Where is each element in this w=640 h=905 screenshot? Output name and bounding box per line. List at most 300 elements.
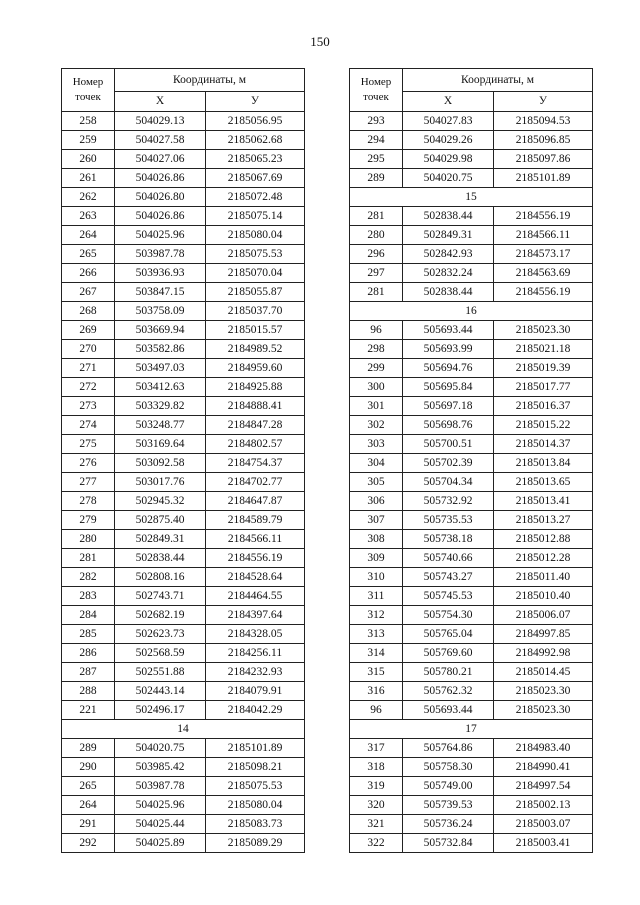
y-coordinate-cell: 2185080.04 — [206, 226, 305, 245]
y-coordinate-cell: 2184256.11 — [206, 644, 305, 663]
table-row — [350, 283, 593, 302]
y-column-header: У — [206, 91, 305, 111]
x-coordinate-cell: 502849.31 — [115, 530, 206, 549]
point-number-cell: 267 — [62, 283, 115, 302]
table-row — [62, 321, 305, 340]
point-number-cell: 291 — [62, 815, 115, 834]
x-coordinate-cell: 502623.73 — [115, 625, 206, 644]
x-coordinate-cell: 502842.93 — [403, 245, 494, 264]
point-number-cell: 286 — [62, 644, 115, 663]
table-row — [62, 473, 305, 492]
x-coordinate-cell: 504025.44 — [115, 815, 206, 834]
y-coordinate-cell: 2185075.53 — [206, 245, 305, 264]
table-row — [350, 549, 593, 568]
y-coordinate-cell: 2185096.85 — [494, 131, 593, 150]
x-coordinate-cell: 503987.78 — [115, 777, 206, 796]
y-coordinate-cell: 2185075.53 — [206, 777, 305, 796]
table-row — [62, 378, 305, 397]
y-coordinate-cell: 2185062.68 — [206, 131, 305, 150]
point-number-cell: 282 — [62, 568, 115, 587]
point-number-cell: 273 — [62, 397, 115, 416]
x-coordinate-cell: 503847.15 — [115, 283, 206, 302]
table-row — [62, 606, 305, 625]
x-coordinate-cell: 505702.39 — [403, 454, 494, 473]
y-coordinate-cell: 2184464.55 — [206, 587, 305, 606]
x-coordinate-cell: 505749.00 — [403, 777, 494, 796]
table-row — [62, 340, 305, 359]
y-coordinate-cell: 2184079.91 — [206, 682, 305, 701]
y-coordinate-cell: 2184802.57 — [206, 435, 305, 454]
y-coordinate-cell: 2184702.77 — [206, 473, 305, 492]
x-coordinate-cell: 503248.77 — [115, 416, 206, 435]
y-coordinate-cell: 2185056.95 — [206, 112, 305, 131]
point-number-cell: 307 — [350, 511, 403, 530]
x-coordinate-cell: 502496.17 — [115, 701, 206, 720]
table-row — [62, 625, 305, 644]
x-coordinate-cell: 505738.18 — [403, 530, 494, 549]
x-coordinate-cell: 505740.66 — [403, 549, 494, 568]
x-coordinate-cell: 505765.04 — [403, 625, 494, 644]
section-number: 14 — [62, 720, 305, 739]
x-coordinate-cell: 505762.32 — [403, 682, 494, 701]
table-row — [62, 131, 305, 150]
point-number-cell: 260 — [62, 150, 115, 169]
point-number-cell: 280 — [350, 226, 403, 245]
point-number-cell: 280 — [62, 530, 115, 549]
point-number-cell: 292 — [62, 834, 115, 853]
table-row — [350, 340, 593, 359]
y-coordinate-cell: 2185065.23 — [206, 150, 305, 169]
coordinates-table-right — [349, 68, 593, 853]
y-coordinate-cell: 2185012.88 — [494, 530, 593, 549]
point-number-cell: 299 — [350, 359, 403, 378]
x-coordinate-cell: 502551.88 — [115, 663, 206, 682]
point-number-cell: 317 — [350, 739, 403, 758]
table-row — [350, 150, 593, 169]
table-row — [350, 321, 593, 340]
x-coordinate-cell: 504020.75 — [403, 169, 494, 188]
table-row — [350, 511, 593, 530]
table-row — [62, 530, 305, 549]
y-coordinate-cell: 2185015.57 — [206, 321, 305, 340]
y-coordinate-cell: 2185019.39 — [494, 359, 593, 378]
y-coordinate-cell: 2185055.87 — [206, 283, 305, 302]
point-number-cell: 221 — [62, 701, 115, 720]
point-number-cell: 277 — [62, 473, 115, 492]
table-row — [350, 492, 593, 511]
x-coordinate-cell: 504026.80 — [115, 188, 206, 207]
section-number: 16 — [350, 302, 593, 321]
y-coordinate-cell: 2185014.45 — [494, 663, 593, 682]
x-coordinate-cell: 503758.09 — [115, 302, 206, 321]
y-coordinate-cell: 2185013.41 — [494, 492, 593, 511]
table-row — [62, 777, 305, 796]
y-coordinate-cell: 2184647.87 — [206, 492, 305, 511]
point-number-cell: 279 — [62, 511, 115, 530]
point-number-cell: 287 — [62, 663, 115, 682]
y-coordinate-cell: 2185010.40 — [494, 587, 593, 606]
point-number-cell: 319 — [350, 777, 403, 796]
point-number-cell: 304 — [350, 454, 403, 473]
y-coordinate-cell: 2184042.29 — [206, 701, 305, 720]
y-coordinate-cell: 2184992.98 — [494, 644, 593, 663]
y-coordinate-cell: 2185002.13 — [494, 796, 593, 815]
y-coordinate-cell: 2185070.04 — [206, 264, 305, 283]
point-number-cell: 270 — [62, 340, 115, 359]
point-number-cell: 300 — [350, 378, 403, 397]
x-coordinate-cell: 505700.51 — [403, 435, 494, 454]
point-number-cell: 321 — [350, 815, 403, 834]
table-row — [350, 682, 593, 701]
table-row — [350, 815, 593, 834]
x-coordinate-cell: 502682.19 — [115, 606, 206, 625]
y-coordinate-cell: 2185101.89 — [494, 169, 593, 188]
table-row — [62, 207, 305, 226]
point-number-cell: 259 — [62, 131, 115, 150]
point-number-cell: 283 — [62, 587, 115, 606]
table-row — [350, 739, 593, 758]
y-coordinate-cell: 2185083.73 — [206, 815, 305, 834]
y-coordinate-cell: 2185013.65 — [494, 473, 593, 492]
x-coordinate-cell: 504025.89 — [115, 834, 206, 853]
y-coordinate-cell: 2185037.70 — [206, 302, 305, 321]
y-coordinate-cell: 2184997.54 — [494, 777, 593, 796]
table-row — [350, 131, 593, 150]
y-coordinate-cell: 2184847.28 — [206, 416, 305, 435]
x-coordinate-cell: 502838.44 — [403, 283, 494, 302]
point-number-cell: 289 — [62, 739, 115, 758]
table-row — [62, 815, 305, 834]
point-number-cell: 272 — [62, 378, 115, 397]
y-coordinate-cell: 2184556.19 — [206, 549, 305, 568]
table-row — [350, 796, 593, 815]
header-number-label: Номер — [360, 76, 392, 88]
table-row — [62, 302, 305, 321]
y-coordinate-cell: 2185013.27 — [494, 511, 593, 530]
point-number-cell: 284 — [62, 606, 115, 625]
point-number-cell: 263 — [62, 207, 115, 226]
section-row — [350, 720, 593, 739]
x-coordinate-cell: 503936.93 — [115, 264, 206, 283]
point-number-cell: 303 — [350, 435, 403, 454]
table-row — [350, 777, 593, 796]
table-row — [62, 549, 305, 568]
x-coordinate-cell: 505693.99 — [403, 340, 494, 359]
point-number-cell: 274 — [62, 416, 115, 435]
point-number-cell: 316 — [350, 682, 403, 701]
x-coordinate-cell: 505732.92 — [403, 492, 494, 511]
x-coordinate-cell: 504029.13 — [115, 112, 206, 131]
x-coordinate-cell: 503017.76 — [115, 473, 206, 492]
table-row — [62, 758, 305, 777]
y-coordinate-cell: 2185075.14 — [206, 207, 305, 226]
table-row — [62, 359, 305, 378]
point-number-cell: 311 — [350, 587, 403, 606]
table-row — [62, 511, 305, 530]
point-number-header — [350, 69, 403, 112]
point-number-cell: 281 — [350, 283, 403, 302]
y-coordinate-cell: 2184888.41 — [206, 397, 305, 416]
y-coordinate-cell: 2184328.05 — [206, 625, 305, 644]
y-coordinate-cell: 2185016.37 — [494, 397, 593, 416]
y-coordinate-cell: 2184573.17 — [494, 245, 593, 264]
x-column-header: X — [115, 91, 206, 111]
coordinates-table-left — [61, 68, 305, 853]
point-number-header — [62, 69, 115, 112]
point-number-cell: 268 — [62, 302, 115, 321]
table-row — [350, 245, 593, 264]
y-coordinate-cell: 2184997.85 — [494, 625, 593, 644]
header-points-label: точек — [363, 91, 389, 103]
y-coordinate-cell: 2185023.30 — [494, 321, 593, 340]
table-row — [350, 112, 593, 131]
point-number-cell: 96 — [350, 321, 403, 340]
point-number-cell: 290 — [62, 758, 115, 777]
y-coordinate-cell: 2184556.19 — [494, 207, 593, 226]
point-number-cell: 278 — [62, 492, 115, 511]
table-row — [350, 454, 593, 473]
table-row — [350, 359, 593, 378]
point-number-cell: 281 — [62, 549, 115, 568]
x-coordinate-cell: 502875.40 — [115, 511, 206, 530]
point-number-cell: 264 — [62, 226, 115, 245]
y-coordinate-cell: 2184232.93 — [206, 663, 305, 682]
point-number-cell: 320 — [350, 796, 403, 815]
point-number-cell: 258 — [62, 112, 115, 131]
point-number-cell: 275 — [62, 435, 115, 454]
x-coordinate-cell: 503092.58 — [115, 454, 206, 473]
section-row — [350, 302, 593, 321]
x-coordinate-cell: 502568.59 — [115, 644, 206, 663]
x-coordinate-cell: 505743.27 — [403, 568, 494, 587]
y-coordinate-cell: 2185015.22 — [494, 416, 593, 435]
table-row — [62, 587, 305, 606]
table-row — [350, 207, 593, 226]
table-row — [62, 454, 305, 473]
x-coordinate-cell: 505693.44 — [403, 701, 494, 720]
point-number-cell: 269 — [62, 321, 115, 340]
x-coordinate-cell: 502808.16 — [115, 568, 206, 587]
y-column-header: У — [494, 91, 593, 111]
x-coordinate-cell: 504026.86 — [115, 207, 206, 226]
y-coordinate-cell: 2185011.40 — [494, 568, 593, 587]
table-row — [62, 188, 305, 207]
y-coordinate-cell: 2185017.77 — [494, 378, 593, 397]
y-coordinate-cell: 2184563.69 — [494, 264, 593, 283]
table-body-right — [350, 112, 593, 853]
x-coordinate-cell: 504025.96 — [115, 796, 206, 815]
x-coordinate-cell: 505736.24 — [403, 815, 494, 834]
point-number-cell: 305 — [350, 473, 403, 492]
table-row — [62, 435, 305, 454]
table-row — [350, 530, 593, 549]
table-row — [350, 587, 593, 606]
table-row — [62, 739, 305, 758]
point-number-cell: 285 — [62, 625, 115, 644]
table-row — [350, 606, 593, 625]
x-coordinate-cell: 503985.42 — [115, 758, 206, 777]
x-coordinate-cell: 505780.21 — [403, 663, 494, 682]
y-coordinate-cell: 2185067.69 — [206, 169, 305, 188]
point-number-cell: 312 — [350, 606, 403, 625]
point-number-cell: 297 — [350, 264, 403, 283]
x-coordinate-cell: 504020.75 — [115, 739, 206, 758]
table-row — [62, 226, 305, 245]
y-coordinate-cell: 2185094.53 — [494, 112, 593, 131]
point-number-cell: 322 — [350, 834, 403, 853]
point-number-cell: 314 — [350, 644, 403, 663]
x-coordinate-cell: 503169.64 — [115, 435, 206, 454]
coordinates-header: Координаты, м — [115, 69, 305, 92]
x-coordinate-cell: 502849.31 — [403, 226, 494, 245]
table-row — [350, 473, 593, 492]
table-row — [62, 644, 305, 663]
point-number-cell: 302 — [350, 416, 403, 435]
table-row — [62, 834, 305, 853]
y-coordinate-cell: 2184566.11 — [206, 530, 305, 549]
x-coordinate-cell: 502945.32 — [115, 492, 206, 511]
y-coordinate-cell: 2184983.40 — [494, 739, 593, 758]
x-coordinate-cell: 505697.18 — [403, 397, 494, 416]
x-coordinate-cell: 505698.76 — [403, 416, 494, 435]
y-coordinate-cell: 2185098.21 — [206, 758, 305, 777]
page-number: 150 — [310, 34, 330, 49]
y-coordinate-cell: 2185003.07 — [494, 815, 593, 834]
point-number-cell: 289 — [350, 169, 403, 188]
table-row — [350, 169, 593, 188]
table-row — [62, 492, 305, 511]
y-coordinate-cell: 2185003.41 — [494, 834, 593, 853]
x-coordinate-cell: 505693.44 — [403, 321, 494, 340]
point-number-cell: 261 — [62, 169, 115, 188]
point-number-cell: 308 — [350, 530, 403, 549]
x-coordinate-cell: 504029.26 — [403, 131, 494, 150]
y-coordinate-cell: 2184959.60 — [206, 359, 305, 378]
y-coordinate-cell: 2184754.37 — [206, 454, 305, 473]
point-number-cell: 271 — [62, 359, 115, 378]
x-coordinate-cell: 503582.86 — [115, 340, 206, 359]
x-coordinate-cell: 502838.44 — [403, 207, 494, 226]
y-coordinate-cell: 2185080.04 — [206, 796, 305, 815]
x-coordinate-cell: 502743.71 — [115, 587, 206, 606]
x-coordinate-cell: 502838.44 — [115, 549, 206, 568]
table-row — [350, 378, 593, 397]
y-coordinate-cell: 2185012.28 — [494, 549, 593, 568]
table-row — [350, 416, 593, 435]
y-coordinate-cell: 2184990.41 — [494, 758, 593, 777]
point-number-cell: 96 — [350, 701, 403, 720]
point-number-cell: 295 — [350, 150, 403, 169]
point-number-cell: 301 — [350, 397, 403, 416]
table-row — [62, 416, 305, 435]
x-coordinate-cell: 503669.94 — [115, 321, 206, 340]
point-number-cell: 288 — [62, 682, 115, 701]
x-coordinate-cell: 505764.86 — [403, 739, 494, 758]
x-coordinate-cell: 505754.30 — [403, 606, 494, 625]
table-row — [62, 663, 305, 682]
x-coordinate-cell: 502443.14 — [115, 682, 206, 701]
point-number-cell: 318 — [350, 758, 403, 777]
table-row — [350, 834, 593, 853]
y-coordinate-cell: 2185013.84 — [494, 454, 593, 473]
point-number-cell: 281 — [350, 207, 403, 226]
table-row — [62, 150, 305, 169]
point-number-cell: 309 — [350, 549, 403, 568]
table-row — [62, 169, 305, 188]
coordinates-header: Координаты, м — [403, 69, 593, 92]
x-coordinate-cell: 505745.53 — [403, 587, 494, 606]
table-row — [62, 701, 305, 720]
table-row — [350, 625, 593, 644]
x-coordinate-cell: 505704.34 — [403, 473, 494, 492]
x-coordinate-cell: 504027.58 — [115, 131, 206, 150]
point-number-cell: 310 — [350, 568, 403, 587]
x-coordinate-cell: 505694.76 — [403, 359, 494, 378]
table-row — [350, 397, 593, 416]
x-column-header: X — [403, 91, 494, 111]
table-body-left — [62, 112, 305, 853]
x-coordinate-cell: 505732.84 — [403, 834, 494, 853]
point-number-cell: 294 — [350, 131, 403, 150]
y-coordinate-cell: 2185101.89 — [206, 739, 305, 758]
point-number-cell: 306 — [350, 492, 403, 511]
y-coordinate-cell: 2184925.88 — [206, 378, 305, 397]
x-coordinate-cell: 504027.83 — [403, 112, 494, 131]
point-number-cell: 315 — [350, 663, 403, 682]
point-number-cell: 266 — [62, 264, 115, 283]
table-row — [62, 283, 305, 302]
y-coordinate-cell: 2184989.52 — [206, 340, 305, 359]
table-row — [62, 568, 305, 587]
y-coordinate-cell: 2184528.64 — [206, 568, 305, 587]
x-coordinate-cell: 504029.98 — [403, 150, 494, 169]
table-row — [350, 264, 593, 283]
point-number-cell: 265 — [62, 245, 115, 264]
section-row — [62, 720, 305, 739]
point-number-cell: 293 — [350, 112, 403, 131]
table-row — [350, 644, 593, 663]
y-coordinate-cell: 2184397.64 — [206, 606, 305, 625]
section-number: 17 — [350, 720, 593, 739]
x-coordinate-cell: 503412.63 — [115, 378, 206, 397]
point-number-cell: 276 — [62, 454, 115, 473]
point-number-cell: 313 — [350, 625, 403, 644]
y-coordinate-cell: 2185021.18 — [494, 340, 593, 359]
y-coordinate-cell: 2185097.86 — [494, 150, 593, 169]
table-row — [350, 226, 593, 245]
y-coordinate-cell: 2184589.79 — [206, 511, 305, 530]
section-number: 15 — [350, 188, 593, 207]
table-row — [350, 701, 593, 720]
x-coordinate-cell: 503329.82 — [115, 397, 206, 416]
y-coordinate-cell: 2185072.48 — [206, 188, 305, 207]
point-number-cell: 296 — [350, 245, 403, 264]
x-coordinate-cell: 505769.60 — [403, 644, 494, 663]
point-number-cell: 265 — [62, 777, 115, 796]
table-row — [350, 568, 593, 587]
table-row — [350, 758, 593, 777]
header-number-label: Номер — [72, 76, 104, 88]
y-coordinate-cell: 2185023.30 — [494, 682, 593, 701]
y-coordinate-cell: 2184556.19 — [494, 283, 593, 302]
x-coordinate-cell: 505695.84 — [403, 378, 494, 397]
x-coordinate-cell: 504026.86 — [115, 169, 206, 188]
y-coordinate-cell: 2185089.29 — [206, 834, 305, 853]
table-row — [350, 663, 593, 682]
table-row — [350, 435, 593, 454]
point-number-cell: 298 — [350, 340, 403, 359]
table-row — [62, 245, 305, 264]
